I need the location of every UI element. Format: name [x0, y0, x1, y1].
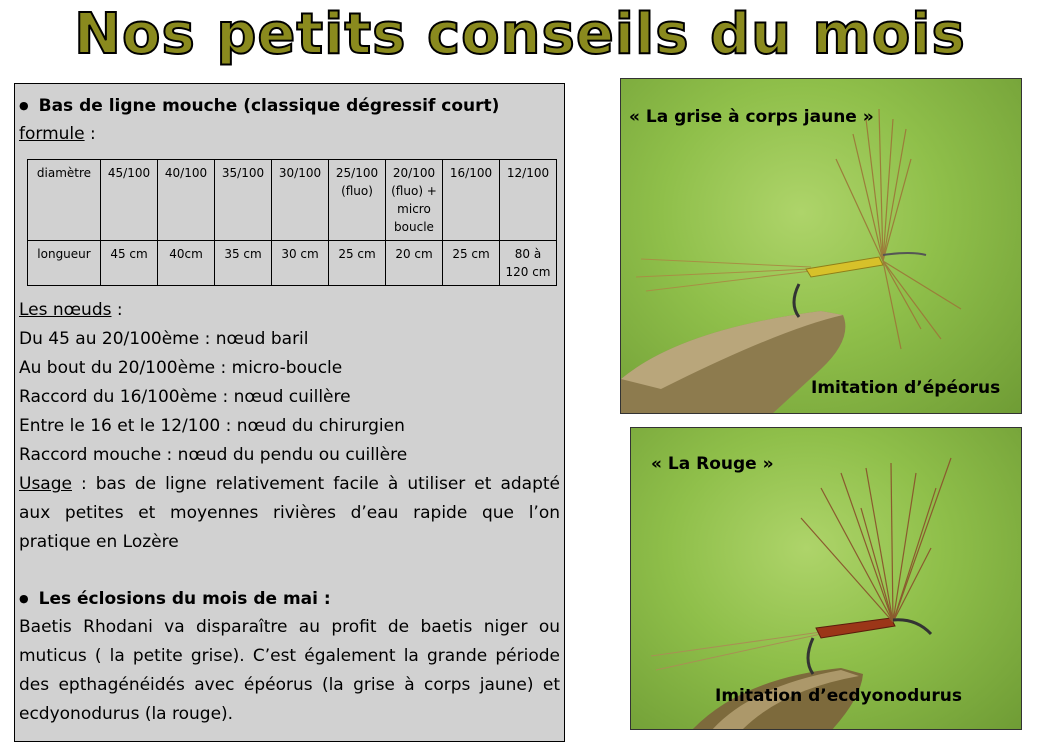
- knots-label: Les nœuds: [19, 300, 112, 320]
- knot-line: Entre le 16 et le 12/100 : nœud du chirurgien: [19, 416, 405, 436]
- photo-caption: Imitation d’épéorus: [811, 378, 1001, 398]
- usage-paragraph: [19, 470, 560, 557]
- table-cell: 16/100: [443, 160, 500, 241]
- table-cell: 30 cm: [272, 241, 329, 286]
- knot-line: Au bout du 20/100ème : micro-boucle: [19, 358, 343, 378]
- table-cell: 35 cm: [215, 241, 272, 286]
- table-cell: diamètre: [28, 160, 101, 241]
- photo-title: « La grise à corps jaune »: [629, 107, 874, 127]
- table-cell: 30/100: [272, 160, 329, 241]
- formula-line: [19, 120, 560, 149]
- table-cell: 25/100 (fluo): [329, 160, 386, 241]
- knot-line: Du 45 au 20/100ème : nœud baril: [19, 329, 309, 349]
- table-cell: 20 cm: [386, 241, 443, 286]
- table-cell: longueur: [28, 241, 101, 286]
- photo-caption: Imitation d’ecdyonodurus: [715, 686, 962, 706]
- formula-label: formule: [19, 124, 85, 144]
- knots-suffix: :: [111, 300, 123, 320]
- table-cell: 35/100: [215, 160, 272, 241]
- table-cell: 40cm: [158, 241, 215, 286]
- usage-text: : bas de ligne relativement facile à utiliser et adapté aux petites et moyennes rivières d’eau rapide que l’on pratique en Lozère: [19, 474, 560, 552]
- bullet-icon: ●: [19, 99, 29, 112]
- table-cell: 20/100 (fluo) + micro boucle: [386, 160, 443, 241]
- knot-line: Raccord du 16/100ème : nœud cuillère: [19, 387, 351, 407]
- usage-label: Usage: [19, 474, 72, 494]
- advice-panel: [14, 83, 565, 742]
- knot-line: Raccord mouche : nœud du pendu ou cuillère: [19, 445, 408, 465]
- table-row-diameter: [28, 160, 557, 241]
- table-cell: 12/100: [500, 160, 557, 241]
- hatches-paragraph: Baetis Rhodani va disparaître au profit de baetis niger ou muticus ( la petite grise). C’est également la grande période des epthagénéidés avec épéorus (la grise à corps jaune) et ecdyonodurus (la rouge).: [19, 617, 560, 724]
- hatches-heading: Les éclosions du mois de mai :: [38, 589, 331, 609]
- leader-heading: Bas de ligne mouche (classique dégressif court): [38, 96, 500, 116]
- photo-title: « La Rouge »: [651, 454, 774, 474]
- fly-photo-rouge: [630, 427, 1022, 730]
- page-title: Nos petits conseils du mois: [74, 2, 966, 67]
- table-cell: 45/100: [101, 160, 158, 241]
- fly-photo-grise: [620, 78, 1022, 414]
- table-cell: 25 cm: [443, 241, 500, 286]
- table-row-length: [28, 241, 557, 286]
- leader-spec-table: [27, 159, 557, 286]
- knots-heading: [19, 296, 560, 325]
- bullet-icon: ●: [19, 592, 29, 605]
- section-hatches-title: [19, 585, 560, 613]
- table-cell: 45 cm: [101, 241, 158, 286]
- section-leader-title: [19, 92, 560, 120]
- formula-suffix: :: [84, 124, 96, 144]
- table-cell: 40/100: [158, 160, 215, 241]
- table-cell: 25 cm: [329, 241, 386, 286]
- table-cell: 80 à 120 cm: [500, 241, 557, 286]
- fly-illustration-grise: [621, 79, 1022, 414]
